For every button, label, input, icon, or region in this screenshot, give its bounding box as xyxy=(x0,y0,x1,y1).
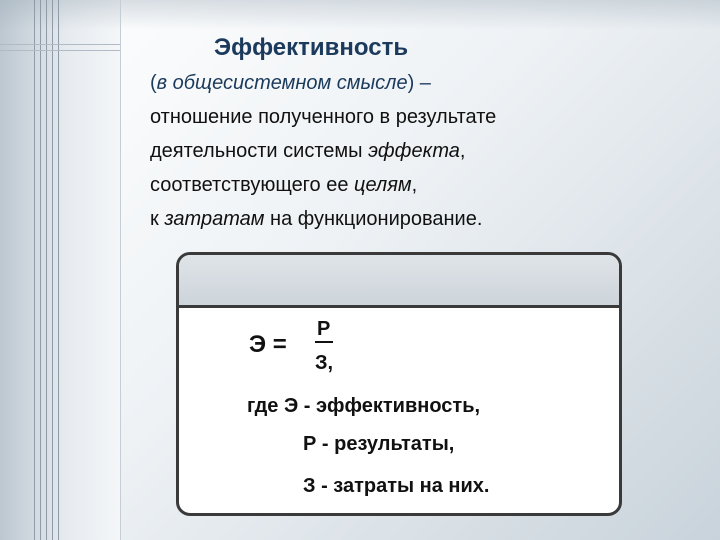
line3-italic: эффекта xyxy=(368,140,460,162)
decorative-line xyxy=(0,44,120,45)
formula-numerator: Р xyxy=(315,317,333,343)
line5-start: к xyxy=(150,208,165,230)
top-shade xyxy=(0,0,720,30)
definition-text xyxy=(150,66,670,236)
decorative-line xyxy=(0,50,120,51)
line3-text: деятельности системы xyxy=(150,140,369,162)
decorative-line xyxy=(52,0,53,540)
formula-denominator: З, xyxy=(315,352,334,374)
decorative-line xyxy=(46,0,47,540)
close-paren-dash: ) – xyxy=(407,72,431,94)
qualifier-text: в общесистемном смысле xyxy=(156,72,408,94)
line5-italic: затратам xyxy=(164,208,265,230)
definition-line-1 xyxy=(150,66,670,100)
line4-end: , xyxy=(411,174,418,196)
left-decorative-panel xyxy=(0,0,120,540)
line4-italic: целям xyxy=(354,174,412,196)
formula-card-header xyxy=(179,255,619,308)
panel-divider xyxy=(120,0,121,540)
legend-line-efficiency: где Э - эффективность, xyxy=(247,395,481,417)
decorative-line xyxy=(58,0,59,540)
formula-card xyxy=(176,252,622,516)
definition-line-5 xyxy=(150,202,670,236)
legend-line-costs: З - затраты на них. xyxy=(303,475,490,497)
formula-fraction xyxy=(315,317,333,375)
definition-line-2: отношение полученного в результате xyxy=(150,106,497,128)
line5-end: на функционирование. xyxy=(264,208,483,230)
decorative-line xyxy=(40,0,41,540)
line4-text: соответствующего ее xyxy=(150,174,355,196)
line3-end: , xyxy=(459,140,466,162)
decorative-line xyxy=(34,0,35,540)
definition-line-3 xyxy=(150,134,670,168)
formula-lhs: Э = xyxy=(249,331,287,358)
slide-title: Эффективность xyxy=(214,34,409,61)
legend-line-results: Р - результаты, xyxy=(303,433,455,455)
open-paren: ( xyxy=(150,72,157,94)
definition-line-4 xyxy=(150,168,670,202)
